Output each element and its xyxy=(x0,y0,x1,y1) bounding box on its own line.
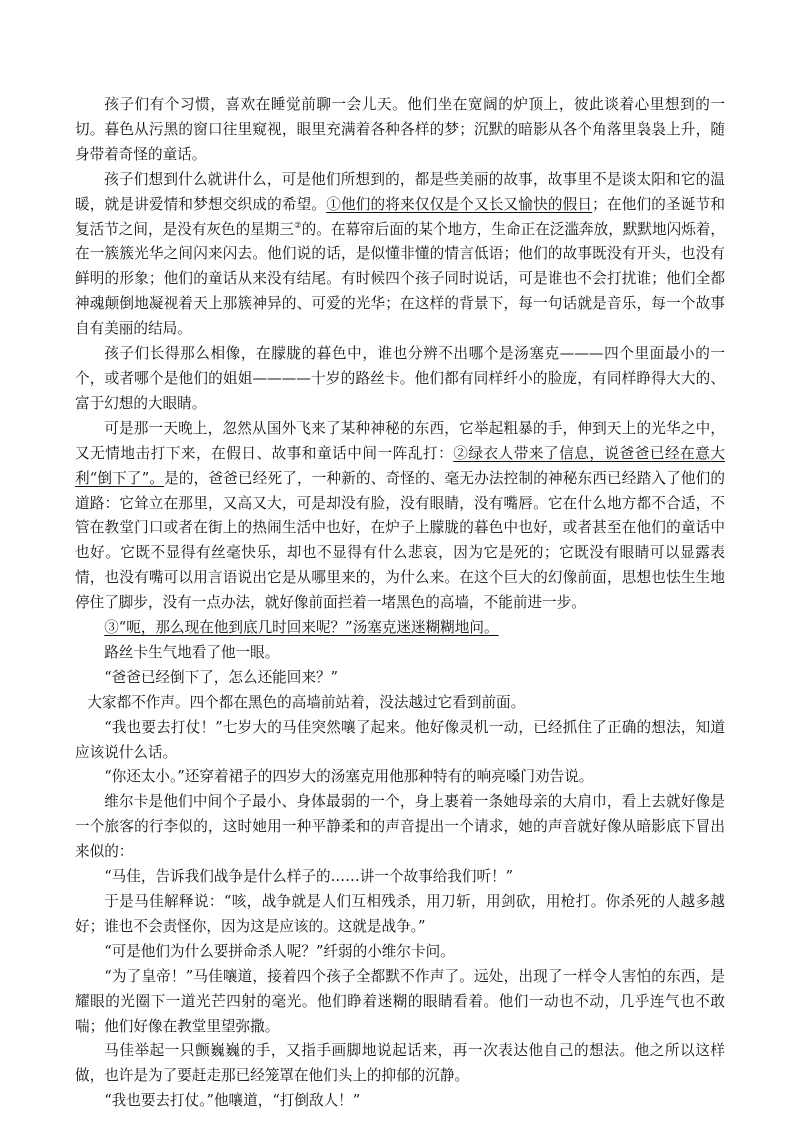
text-segment: 于是马佳解释说：“咳，战争就是人们互相残杀，用刀斩，用剑砍，用枪打。你杀死的人越多越好；谁也不会责怪你，因为这是应该的。这就是战争。” xyxy=(75,893,725,935)
text-segment: “马佳，告诉我们战争是什么样子的……讲一个故事给我们听！” xyxy=(104,868,514,886)
paragraph xyxy=(75,765,725,790)
paragraph xyxy=(75,168,725,342)
footnote-marker: ② xyxy=(293,220,302,231)
underlined-sentence: ②绿衣人带来了信息，说爸爸已经在意大利“倒下了”。 xyxy=(75,444,725,487)
underlined-sentence: ①他们的将来仅仅是个又长又愉快的假日 xyxy=(326,195,593,213)
text-segment: 是的，爸爸已经死了，一种新的、奇怪的、毫无办法控制的神秘东西已经踏入了他们的道路：它耸立在那里，又高又大，可是却没有脸，没有眼睛，没有嘴唇。它在什么地方都不合适，不管在教堂门口或者在街上的热闹生活中也好，在炉子上朦胧的暮色中也好，或者甚至在他们的童话中也好。它既不显得有丝毫快乐，却也不显得有什么悲哀，因为它是死的；它既没有眼睛可以显露表情，也没有嘴可以用言语说出它是从哪里来的，为什么来。在这个巨大的幻像前面，思想也怯生生地停住了脚步，没有一点办法，就好像前面拦着一堵黑色的高墙，不能前进一步。 xyxy=(75,469,725,612)
text-segment: “为了皇帝！”马佳嚷道，接着四个孩子全都默不作声了。远处，出现了一样令人害怕的东西，是耀眼的光圈下一道光芒四射的毫光。他们睁着迷糊的眼睛看着。他们一动也不动，几乎连气也不敢喘；他们好像在教堂里望弥撒。 xyxy=(75,967,725,1035)
text-segment: 孩子们长得那么相像，在朦胧的暮色中，谁也分辨不出哪个是汤塞克———四个里面最小的一个，或者哪个是他们的姐姐————十岁的路丝卡。他们都有同样纤小的脸庞，有同样睁得大大的、富于幻想的大眼睛。 xyxy=(75,345,725,412)
text-segment: “我也要去打仗！”七岁大的马佳突然嚷了起来。他好像灵机一动，已经抓住了正确的想法，知道应该说什么话。 xyxy=(75,718,725,761)
text-segment: “你还太小。”还穿着裙子的四岁大的汤塞克用他那种特有的响亮嗓门劝告说。 xyxy=(104,768,594,786)
paragraph xyxy=(75,93,725,168)
paragraph xyxy=(75,616,725,641)
text-segment: 可是那一天晚上，忽然从国外飞来了某种神秘的东西，它举起粗暴的手，伸到天上的光华之中，又无情地击打下来，在假日、故事和童话中间一阵乱打： xyxy=(75,419,725,462)
paragraph xyxy=(75,666,725,691)
text-segment: 维尔卡是他们中间个子最小、身体最弱的一个，身上裹着一条她母亲的大肩巾，看上去就好像是一个旅客的行李似的，这时她用一种平静柔和的声音提出一个请求，她的声音就好像从暗影底下冒出来似的： xyxy=(75,793,725,861)
text-segment: ；在他们的圣诞节和复活节之间，是没有灰色的星期三 xyxy=(75,195,725,238)
paragraph xyxy=(75,965,725,1040)
paragraph xyxy=(75,691,725,716)
text-segment: 路丝卡生气地看了他一眼。 xyxy=(104,643,280,661)
underlined-sentence: ③“呃，那么现在他到底几时回来呢？”汤塞克迷迷糊糊地问。 xyxy=(104,619,499,637)
paragraph xyxy=(75,1089,725,1114)
text-segment: 马佳举起一只颤巍巍的手，又指手画脚地说起话来，再一次表达他自己的想法。他之所以这样做，也许是为了要赶走那已经笼罩在他们头上的抑郁的沉静。 xyxy=(75,1042,725,1085)
paragraph xyxy=(75,790,725,865)
paragraph xyxy=(75,940,725,965)
paragraph xyxy=(75,1039,725,1089)
paragraph xyxy=(75,342,725,417)
paragraph xyxy=(75,417,725,616)
text-segment: “我也要去打仗。”他嚷道，“打倒敌人！” xyxy=(104,1092,361,1110)
text-segment: 的。在幕帘后面的某个地方，生命正在泛滥奔放，默默地闪烁着，在一簇簇光华之间闪来闪去。他们说的话，是似懂非懂的情言低语；他们的故事既没有开头，也没有鲜明的形象；他们的童话从来没有结尾。有时候四个孩子同时说话，可是谁也不会打扰谁；他们全都神魂颠倒地凝视着天上那簇神异的、可爱的光华；在这样的背景下，每一句话就是音乐，每一个故事自有美丽的结局。 xyxy=(75,220,725,338)
paragraph xyxy=(75,641,725,666)
paragraph xyxy=(75,890,725,940)
text-segment: 孩子们有个习惯，喜欢在睡觉前聊一会儿天。他们坐在宽阔的炉顶上，彼此谈着心里想到的一切。暮色从污黑的窗口往里窥视，眼里充满着各种各样的梦；沉默的暗影从各个角落里袅袅上升，随身带着奇怪的童话。 xyxy=(75,96,725,163)
text-segment: 大家都不作声。四个都在黑色的高墙前站着，没法越过它看到前面。 xyxy=(87,693,526,711)
text-segment: 孩子们想到什么就讲什么，可是他们所想到的，都是些美丽的故事，故事里不是谈太阳和它的温暖，就是讲爱情和梦想交织成的希望。 xyxy=(75,170,725,213)
text-segment: “爸爸已经倒下了，怎么还能回来？” xyxy=(104,668,339,686)
paragraph xyxy=(75,865,725,890)
paragraph xyxy=(75,716,725,766)
text-segment: “可是他们为什么要拼命杀人呢？”纤弱的小维尔卡问。 xyxy=(104,942,455,960)
article-body xyxy=(75,93,725,1114)
